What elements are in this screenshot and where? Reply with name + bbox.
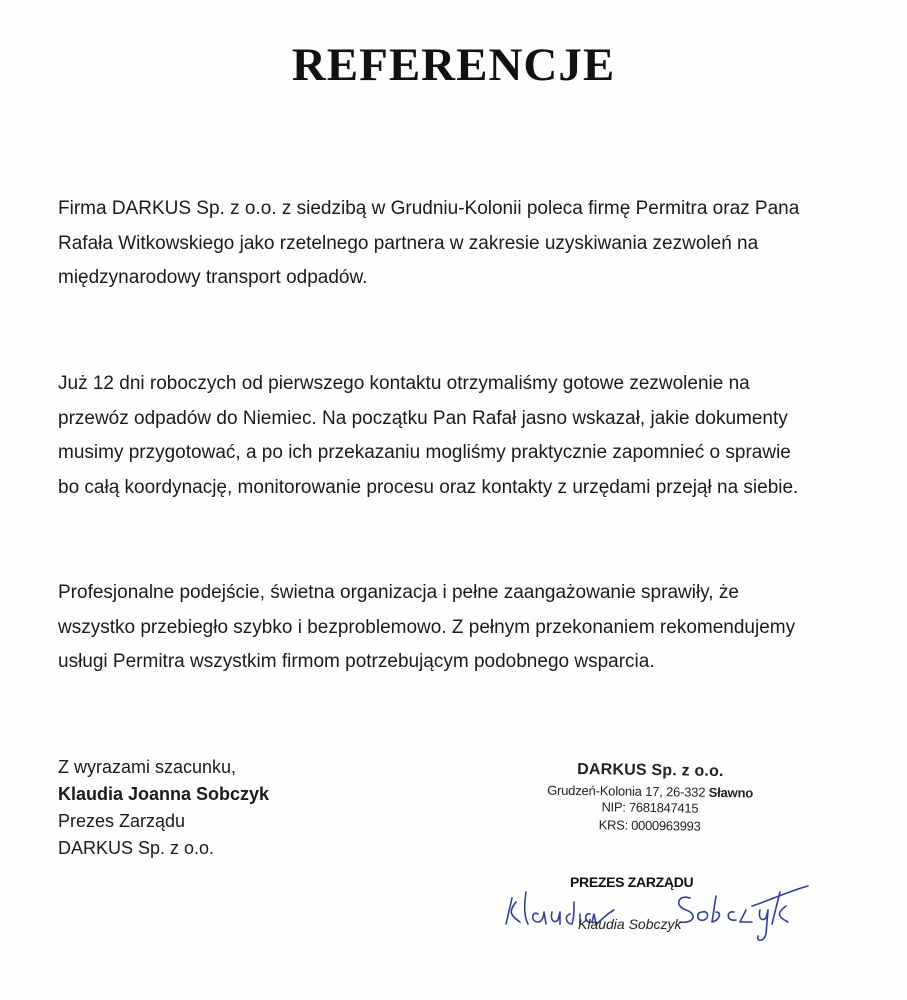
- stamp-address-city: Sławno: [708, 784, 754, 801]
- paragraph-2: [58, 367, 858, 505]
- stamp-krs: KRS: 0000963993: [598, 817, 701, 834]
- paragraph-line: wszystko przebiegło szybko i bezproblemowo. Z pełnym przekonaniem rekomendujemy: [58, 616, 796, 638]
- paragraph-line: Profesjonalne podejście, świetna organizacja i pełne zaangażowanie sprawiły, że: [58, 582, 739, 603]
- stamp-address-street: Grudzeń-Kolonia 17, 26-332: [547, 782, 709, 800]
- company-stamp: [520, 760, 781, 837]
- signatory-company: DARKUS Sp. z o.o.: [58, 838, 215, 858]
- signature-stamp-title: PREZES ZARZĄDU: [570, 874, 694, 890]
- paragraph-line: Rafała Witkowskiego jako rzetelnego partnera w zakresie uzyskiwania zezwoleń na: [58, 232, 759, 254]
- signature-block: [490, 862, 820, 952]
- stamp-nip: NIP: 7681847415: [601, 799, 699, 816]
- document-title: REFERENCJE: [291, 39, 616, 91]
- signatory-name: Klaudia Joanna Sobczyk: [58, 784, 270, 804]
- paragraph-line: Już 12 dni roboczych od pierwszego kontaktu otrzymaliśmy gotowe zezwolenie na: [58, 373, 750, 394]
- closing-block: [58, 754, 269, 862]
- signatory-position: Prezes Zarządu: [58, 811, 186, 831]
- paragraph-line: usługi Permitra wszystkim firmom potrzebującym podobnego wsparcia.: [58, 651, 655, 672]
- stamp-company: DARKUS Sp. z o.o.: [577, 760, 724, 781]
- paragraph-line: musimy przygotować, a po ich przekazaniu mogliśmy praktycznie zapomnieć o sprawie: [58, 442, 791, 463]
- closing-greeting: Z wyrazami szacunku,: [58, 757, 237, 777]
- signature-stamp-name: Klaudia Sobczyk: [578, 916, 682, 932]
- paragraph-line: międzynarodowy transport odpadów.: [58, 267, 368, 288]
- paragraph-line: bo całą koordynację, monitorowanie procesu oraz kontakty z urzędami przejął na siebie.: [58, 476, 799, 498]
- paragraph-3: [58, 576, 858, 680]
- paragraph-line: przewóz odpadów do Niemiec. Na początku Pan Rafał jasno wskazał, jakie dokumenty: [58, 407, 788, 429]
- paragraph-1: [58, 192, 858, 296]
- paragraph-line: Firma DARKUS Sp. z o.o. z siedzibą w Grudniu-Kolonii poleca firmę Permitra oraz Pana: [58, 198, 800, 219]
